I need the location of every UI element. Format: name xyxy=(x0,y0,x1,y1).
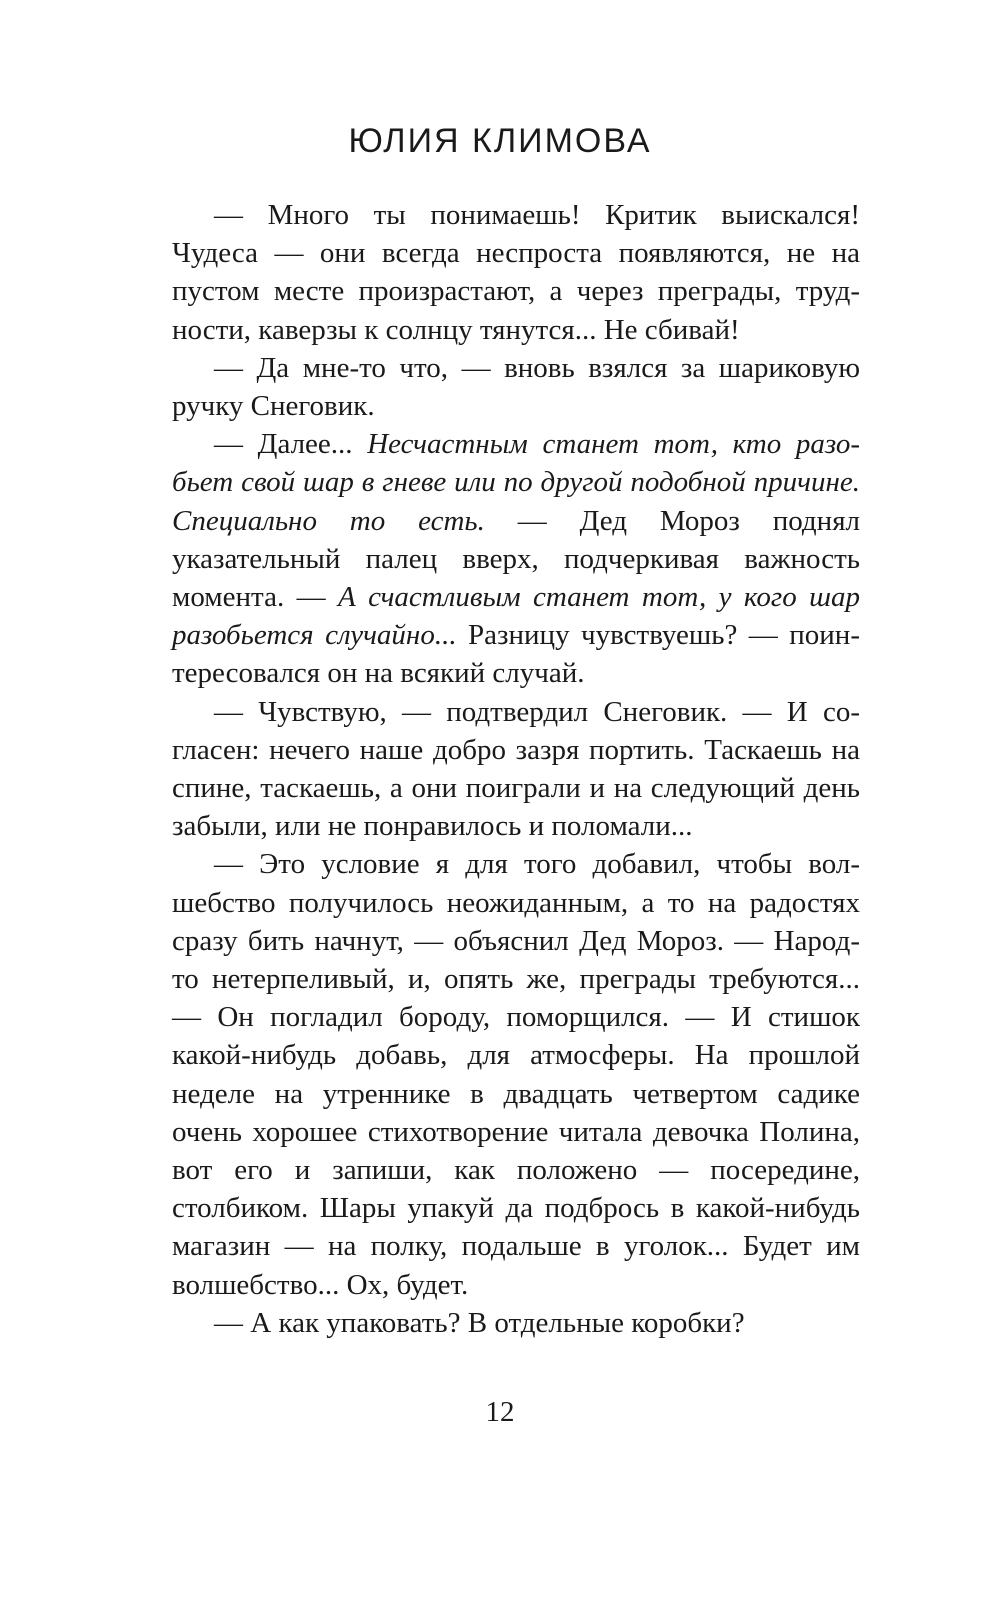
running-head-author: ЮЛИЯ КЛИМОВА xyxy=(348,122,652,160)
paragraph-4-text: — Чувствую, — подтвердил Снеговик. — И согласен: нечего наше добро зазря портить. Таскаешь на спине, таскаешь, а они поиграли и на следующий день забыли, или не понравилось и поломали... xyxy=(172,695,860,843)
paragraph-3-italic-a: Несчастным станет тот, кто разобьет свой шар в гневе или по другой подобной причине. Специально то есть. xyxy=(172,428,860,537)
paragraph-5-text: — Это условие я для того добавил, чтобы волшебство получилось неожиданным, а то на радостях сразу бить начнут, — объяснил Дед Мороз. — Народ-то нетерпеливый, и, опять же, преграды требуются... — Он погладил бороду, поморщился. — И стишок какой-нибудь добавь, для атмосферы. На прошлой неделе на утреннике в двадцать четвертом садике очень хорошее стихотворение читала девочка Полина, вот его и запиши, как положено — посередине, столбиком. Шары упакуй да подбрось в какой-нибудь магазин — на полку, подальше в уголок... Будет им волшебство... Ох, будет. xyxy=(172,848,860,1301)
body-text xyxy=(172,196,860,1342)
paragraph-3-text-c: Разницу чувствуешь? — поинтересовался он на всякий случай. xyxy=(172,619,860,690)
paragraph-6 xyxy=(172,1304,860,1342)
paragraph-3-text-a: — Далее... xyxy=(214,428,368,461)
paragraph-5 xyxy=(172,845,860,1303)
paragraph-1 xyxy=(172,196,860,349)
paragraph-1-text: — Много ты понимаешь! Критик выискался! Чудеса — они всегда неспроста появляются, не на пустом месте произрастают, а через преграды, трудности, каверзы к солнцу тянутся... Не сбивай! xyxy=(172,199,860,346)
paragraph-6-text: — А как упаковать? В отдельные коробки? xyxy=(214,1306,745,1339)
paragraph-2 xyxy=(172,349,860,425)
page-number: 12 xyxy=(485,1396,515,1428)
paragraph-2-text: — Да мне-то что, — вновь взялся за шариковую ручку Снеговик. xyxy=(172,351,860,423)
paragraph-3-text-b: — Дед Мороз поднял указательный палец вверх, подчеркивая важность момента. — xyxy=(172,504,861,614)
paragraph-4 xyxy=(172,693,860,846)
paragraph-3-italic-b: А счастливым станет тот, у кого шар разобьется случайно... xyxy=(172,581,860,652)
paragraph-3 xyxy=(172,425,860,692)
